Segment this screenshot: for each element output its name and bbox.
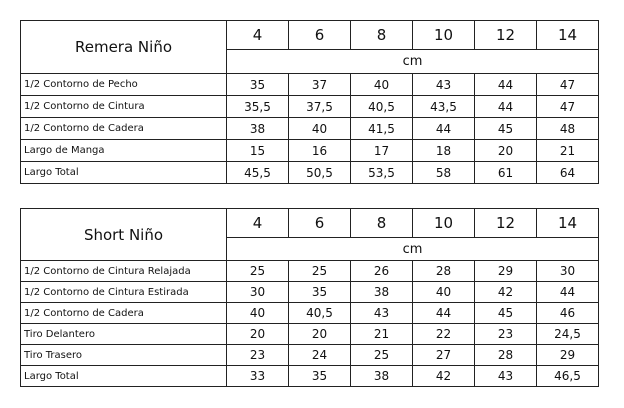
measurement-cell: 47	[537, 96, 599, 118]
remera-title: Remera Niño	[21, 21, 227, 74]
measurement-cell: 40,5	[289, 303, 351, 324]
measurement-cell: 47	[537, 74, 599, 96]
measurement-cell: 40	[227, 303, 289, 324]
measurement-cell: 38	[351, 282, 413, 303]
measurement-cell: 45	[475, 118, 537, 140]
row-label: 1/2 Contorno de Cintura Estirada	[21, 282, 227, 303]
remera-size-header: 4	[227, 21, 289, 50]
measurement-cell: 20	[227, 324, 289, 345]
measurement-cell: 23	[475, 324, 537, 345]
measurement-cell: 16	[289, 140, 351, 162]
row-label: Tiro Trasero	[21, 345, 227, 366]
measurement-cell: 25	[227, 261, 289, 282]
table-row	[21, 118, 599, 140]
short-size-header: 14	[537, 209, 599, 238]
measurement-cell: 43	[413, 74, 475, 96]
measurement-cell: 46,5	[537, 366, 599, 387]
measurement-cell: 45,5	[227, 162, 289, 184]
measurement-cell: 15	[227, 140, 289, 162]
table-row	[21, 366, 599, 387]
measurement-cell: 43	[475, 366, 537, 387]
measurement-cell: 25	[289, 261, 351, 282]
row-label: 1/2 Contorno de Pecho	[21, 74, 227, 96]
table-row	[21, 324, 599, 345]
remera-size-header: 14	[537, 21, 599, 50]
row-label: 1/2 Contorno de Cadera	[21, 303, 227, 324]
measurement-cell: 30	[537, 261, 599, 282]
measurement-cell: 48	[537, 118, 599, 140]
measurement-cell: 40	[289, 118, 351, 140]
measurement-cell: 33	[227, 366, 289, 387]
measurement-cell: 40	[413, 282, 475, 303]
measurement-cell: 35	[289, 366, 351, 387]
measurement-cell: 27	[413, 345, 475, 366]
row-label: Tiro Delantero	[21, 324, 227, 345]
measurement-cell: 28	[475, 345, 537, 366]
measurement-cell: 58	[413, 162, 475, 184]
short-size-table	[20, 208, 599, 387]
measurement-cell: 44	[413, 303, 475, 324]
short-size-header: 10	[413, 209, 475, 238]
measurement-cell: 23	[227, 345, 289, 366]
measurement-cell: 24	[289, 345, 351, 366]
short-unit-label: cm	[227, 238, 599, 261]
measurement-cell: 46	[537, 303, 599, 324]
measurement-cell: 20	[289, 324, 351, 345]
measurement-cell: 44	[413, 118, 475, 140]
row-label: Largo Total	[21, 162, 227, 184]
measurement-cell: 26	[351, 261, 413, 282]
measurement-cell: 43,5	[413, 96, 475, 118]
measurement-cell: 42	[475, 282, 537, 303]
row-label: 1/2 Contorno de Cintura Relajada	[21, 261, 227, 282]
measurement-cell: 38	[227, 118, 289, 140]
measurement-cell: 28	[413, 261, 475, 282]
measurement-cell: 35	[227, 74, 289, 96]
table-row	[21, 140, 599, 162]
measurement-cell: 42	[413, 366, 475, 387]
remera-size-header: 6	[289, 21, 351, 50]
table-row	[21, 96, 599, 118]
measurement-cell: 53,5	[351, 162, 413, 184]
remera-unit-label: cm	[227, 50, 599, 74]
table-row	[21, 74, 599, 96]
measurement-cell: 44	[475, 96, 537, 118]
table-row	[21, 162, 599, 184]
short-size-header: 4	[227, 209, 289, 238]
measurement-cell: 18	[413, 140, 475, 162]
remera-size-header: 12	[475, 21, 537, 50]
measurement-cell: 41,5	[351, 118, 413, 140]
measurement-cell: 21	[351, 324, 413, 345]
table-row	[21, 282, 599, 303]
remera-size-header: 10	[413, 21, 475, 50]
row-label: Largo Total	[21, 366, 227, 387]
row-label: 1/2 Contorno de Cadera	[21, 118, 227, 140]
short-size-header: 12	[475, 209, 537, 238]
measurement-cell: 64	[537, 162, 599, 184]
short-title: Short Niño	[21, 209, 227, 261]
measurement-cell: 37,5	[289, 96, 351, 118]
measurement-cell: 24,5	[537, 324, 599, 345]
remera-size-table	[20, 20, 599, 184]
measurement-cell: 40	[351, 74, 413, 96]
table-row	[21, 303, 599, 324]
row-label: 1/2 Contorno de Cintura	[21, 96, 227, 118]
short-size-header: 6	[289, 209, 351, 238]
measurement-cell: 38	[351, 366, 413, 387]
measurement-cell: 44	[475, 74, 537, 96]
remera-table-body	[21, 74, 599, 184]
measurement-cell: 30	[227, 282, 289, 303]
measurement-cell: 17	[351, 140, 413, 162]
measurement-cell: 21	[537, 140, 599, 162]
measurement-cell: 29	[537, 345, 599, 366]
measurement-cell: 50,5	[289, 162, 351, 184]
measurement-cell: 44	[537, 282, 599, 303]
table-row	[21, 261, 599, 282]
measurement-cell: 35,5	[227, 96, 289, 118]
measurement-cell: 40,5	[351, 96, 413, 118]
measurement-cell: 25	[351, 345, 413, 366]
measurement-cell: 45	[475, 303, 537, 324]
table-row	[21, 345, 599, 366]
row-label: Largo de Manga	[21, 140, 227, 162]
measurement-cell: 37	[289, 74, 351, 96]
measurement-cell: 20	[475, 140, 537, 162]
measurement-cell: 29	[475, 261, 537, 282]
measurement-cell: 35	[289, 282, 351, 303]
short-size-header: 8	[351, 209, 413, 238]
remera-size-header: 8	[351, 21, 413, 50]
short-table-body	[21, 261, 599, 387]
measurement-cell: 22	[413, 324, 475, 345]
measurement-cell: 61	[475, 162, 537, 184]
measurement-cell: 43	[351, 303, 413, 324]
